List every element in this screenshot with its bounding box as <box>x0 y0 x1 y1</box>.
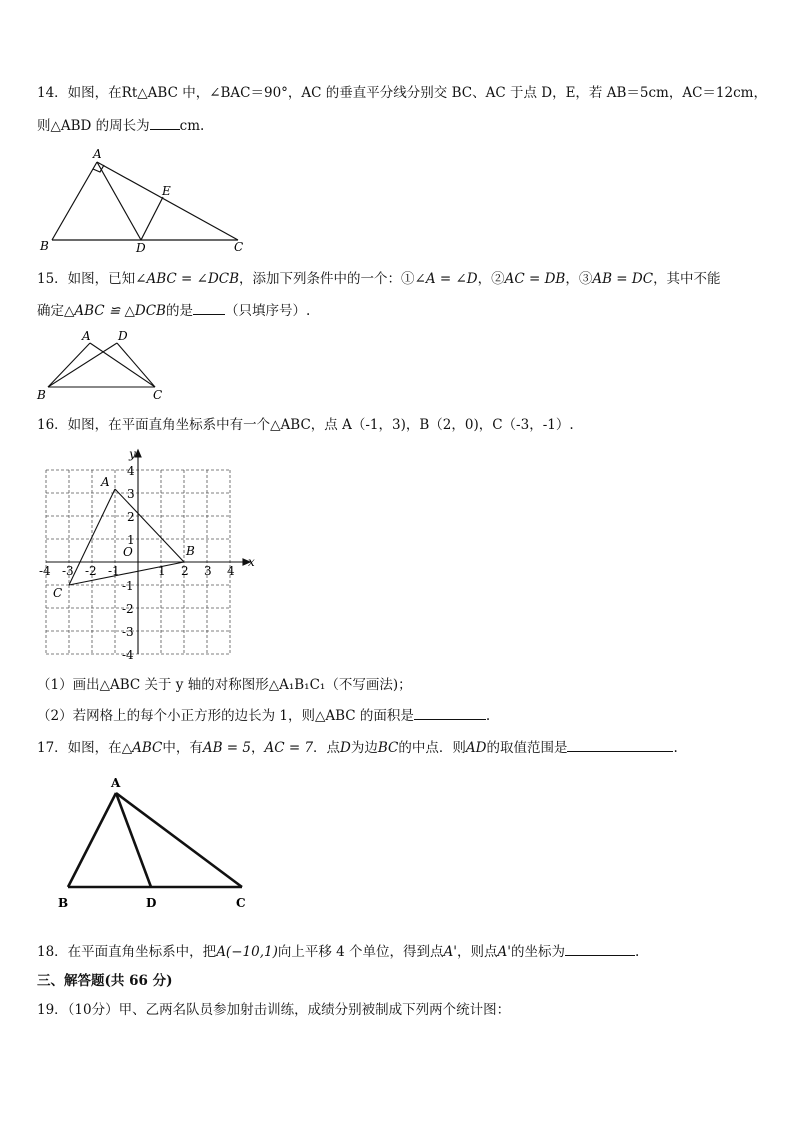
q14-line2-post: cm. <box>179 118 205 134</box>
q15-sep3: ，③ <box>565 271 593 287</box>
q16-label-B: B <box>186 544 195 558</box>
q18-answer-blank[interactable] <box>565 942 635 956</box>
q16-x-tick-label: 2 <box>181 564 189 578</box>
q15-cond2: AC = DB <box>504 271 566 287</box>
q14-label-A: A <box>93 147 102 161</box>
q18-mid2: ，则点 <box>456 944 498 960</box>
q16-sub2-post: . <box>485 708 491 724</box>
q15-cond3: AB = DC <box>592 271 654 287</box>
q16-x-tick-label: -2 <box>85 564 97 578</box>
q15-label-C: C <box>153 388 163 402</box>
q15-line2-post: （只填序号）. <box>224 303 311 319</box>
q15-tri: △ABC ≌ △DCB <box>64 303 166 319</box>
section-3-heading: 三、解答题(共 66 分) <box>37 973 173 989</box>
q17-bc: BC <box>377 740 399 756</box>
q15-sep2: ，② <box>477 271 505 287</box>
q17-mid3: ．点 <box>313 740 341 756</box>
q16-y-tick-label: -2 <box>122 602 134 616</box>
q16-x-tick-label: 1 <box>158 564 166 578</box>
q18-a-prime-2: A' <box>497 944 511 960</box>
q16-x-tick-label: -1 <box>108 564 120 578</box>
q16-x-tick-label: 3 <box>204 564 212 578</box>
q16-origin-label: O <box>123 545 133 559</box>
q17-label-A: A <box>111 776 121 790</box>
q17-end: . <box>673 740 678 756</box>
q17-eq1: AB = 5 <box>202 740 251 756</box>
q16-y-tick-label: -3 <box>122 625 134 639</box>
q18-post: 的坐标为 <box>510 944 565 960</box>
q17-mid5: 的中点．则 <box>398 740 466 756</box>
q17-point-d: D <box>340 740 351 756</box>
q18-end: . <box>634 944 640 960</box>
q18-line <box>37 942 639 961</box>
q16-axis-y-label: y <box>129 447 136 461</box>
q16-x-tick-label: -4 <box>39 564 51 578</box>
q18-mid: 向上平移 4 个单位，得到点 <box>277 944 444 960</box>
q14-label-D: D <box>136 241 146 255</box>
q15-label-D: D <box>118 329 128 343</box>
q16-axis-x-label: x <box>248 555 255 569</box>
q16-x-tick-label: 4 <box>227 564 235 578</box>
q17-label-C: C <box>236 896 246 910</box>
q15-label-A: A <box>82 329 91 343</box>
q16-sub1: （1）画出△ABC 关于 y 轴的对称图形△A₁B₁C₁（不写画法)； <box>37 677 412 693</box>
q18-pre: 18．在平面直角坐标系中，把 <box>37 944 217 960</box>
q17-eq2: AC = 7 <box>264 740 314 756</box>
q17-ad: AD <box>465 740 487 756</box>
q19-line: 19．（10分）甲、乙两名队员参加射击训练，成绩分别被制成下列两个统计图： <box>37 1002 511 1018</box>
q16-y-tick-label: -4 <box>122 648 134 662</box>
q18-point: A(−10,1) <box>216 944 278 960</box>
q14-label-B: B <box>40 239 49 253</box>
q15-line2-mid: 的是 <box>165 303 193 319</box>
q16-sub2-pre: （2）若网格上的每个小正方形的边长为 1，则△ABC 的面积是 <box>37 708 414 724</box>
q16-label-A: A <box>101 475 110 489</box>
q14-label-C: C <box>234 240 244 254</box>
q17-mid1: 中，有 <box>162 740 203 756</box>
q16-y-tick-label: 2 <box>127 510 135 524</box>
q16-line1: 16．如图，在平面直角坐标系中有一个△ABC，点 A（-1，3)，B（2，0)，C（-3，-1）. <box>37 417 574 433</box>
q14-line2-pre: 则△ABD 的周长为 <box>37 118 150 134</box>
q15-line1-mid: ，添加下列条件中的一个：① <box>239 271 415 287</box>
q17-mid4: 为边 <box>350 740 378 756</box>
q17-label-B: B <box>58 896 69 910</box>
q14-label-E: E <box>162 184 171 198</box>
q17-post: 的取值范围是 <box>486 740 568 756</box>
q15-line1-post: ，其中不能 <box>653 271 721 287</box>
q17-tri: △ABC <box>121 740 163 756</box>
q15-label-B: B <box>37 388 46 402</box>
q16-y-tick-label: 3 <box>127 487 135 501</box>
q15-line2-pre: 确定 <box>37 303 64 319</box>
q16-label-C: C <box>53 586 63 600</box>
q17-pre: 17．如图，在 <box>37 740 122 756</box>
q15-cond1: ∠A = ∠D <box>414 271 478 287</box>
q16-y-tick-label: -1 <box>122 579 134 593</box>
q17-label-D: D <box>146 896 157 910</box>
q16-y-tick-label: 4 <box>127 464 135 478</box>
q17-mid2: ， <box>250 740 265 756</box>
q15-line1-pre: 15．如图，已知 <box>37 271 136 287</box>
q18-a-prime: A' <box>443 944 457 960</box>
q16-y-tick-label: 1 <box>127 533 135 547</box>
q14-line1: 14．如图，在Rt△ABC 中，∠BAC＝90°，AC 的垂直平分线分别交 BC、AC 于点 D，E，若 AB＝5cm，AC＝12cm， <box>37 85 767 101</box>
q15-cond0: ∠ABC = ∠DCB <box>135 271 240 287</box>
q16-x-tick-label: -3 <box>62 564 74 578</box>
